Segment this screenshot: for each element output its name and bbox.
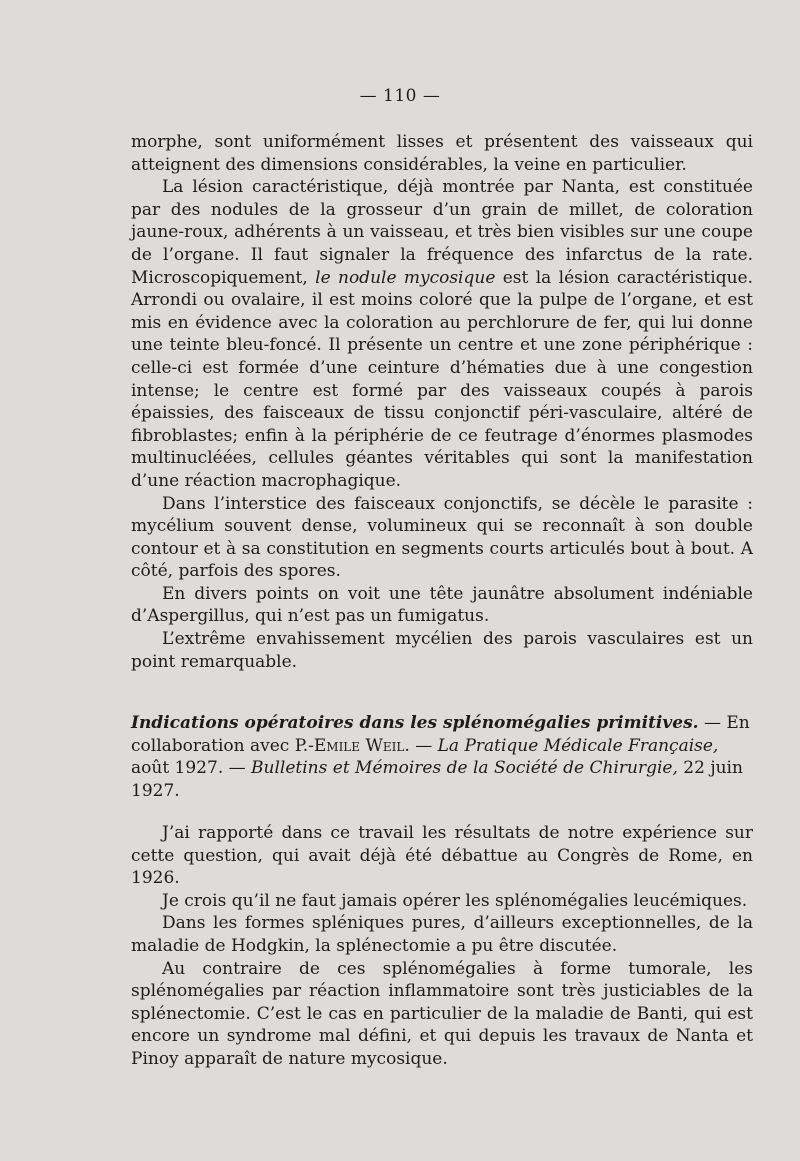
- reference-heading: [131, 712, 753, 802]
- paragraph: Je crois qu’il ne faut jamais opérer les splénomégalies leucémiques.: [162, 890, 748, 911]
- section-mycosis-description: [131, 131, 753, 673]
- author-name: Emile Weil.: [313, 735, 410, 756]
- journal-name: Bulletins et Mémoires de la Société de Chirurgie,: [251, 758, 678, 779]
- italic-term: le nodule mycosique: [315, 267, 496, 288]
- heading-text: août 1927. —: [131, 758, 252, 779]
- page-number: — 110 —: [359, 86, 441, 106]
- journal-name: La Pratique Médicale Française,: [437, 735, 719, 756]
- paragraph: morphe, sont uniformément lisses et présentent des vaisseaux qui atteignent des dimensions considérables, la veine en particulier.: [131, 132, 753, 175]
- heading-text: — En collaboration avec P.-: [131, 713, 750, 756]
- paragraph: J’ai rapporté dans ce travail les résultats de notre expérience sur cette question, qui avait déjà été débattue au Congrès de Rome, en 1926.: [131, 823, 753, 889]
- paragraph: [131, 176, 753, 492]
- paragraph: Dans les formes spléniques pures, d’ailleurs exceptionnelles, de la maladie de Hodgkin, la splénectomie a pu être discutée.: [131, 913, 753, 956]
- text-run: est la lésion caractéristique. Arrondi ou ovalaire, il est moins coloré que la pulpe de l’organe, et est mis en évidence avec la coloration au perchlorure de fer, qui lui donne une teinte bleu-foncé. Il présente un centre et une zone périphérique : celle-ci est formée d’une ceinture d’hématies due à une congestion intense; le centre est formé par des vaisseaux coupés à parois épaissies, des faisceaux de tissu conjonctif péri-vasculaire, altéré de fibroblastes; enfin à la périphérie de ce feutrage d’énormes plasmodes multinucléées, cellules géantes véritables qui sont la manifestation d’une réaction macrophagique.: [131, 267, 754, 491]
- heading-title: Indications opératoires dans les splénomégalies primitives.: [131, 713, 699, 733]
- section-splenomegaly-discussion: [131, 822, 753, 1071]
- paragraph: L’extrême envahissement mycélien des parois vasculaires est un point remarquable.: [131, 629, 753, 672]
- paragraph: En divers points on voit une tête jaunâtre absolument indéniable d’Aspergillus, qui n’est pas un fumigatus.: [131, 583, 753, 627]
- text-run: La lésion caractéristique, déjà montrée par Nanta, est constituée par des nodules de la grosseur d’un grain de millet, de coloration jaune-roux, adhérents à un vaisseau, et très bien visibles sur une coupe de l’organe. Il faut signaler la fréquence des infarctus de la rate. Microscopiquement,: [131, 177, 753, 288]
- heading-text: —: [409, 735, 438, 756]
- heading-text: 22 juin 1927.: [131, 758, 743, 801]
- paragraph: Dans l’interstice des faisceaux conjonctifs, se décèle le parasite : mycélium souvent dense, volumineux qui se reconnaît à son double contour et à sa constitution en segments courts articulés bout à bout. A côté, parfois des spores.: [131, 493, 753, 582]
- paragraph: Au contraire de ces splénomégalies à forme tumorale, les splénomégalies par réaction inflammatoire sont très justiciables de la splénectomie. C’est le cas en particulier de la maladie de Banti, qui est encore un syndrome mal défini, et qui depuis les travaux de Nanta et Pinoy apparaît de nature mycosique.: [131, 958, 753, 1069]
